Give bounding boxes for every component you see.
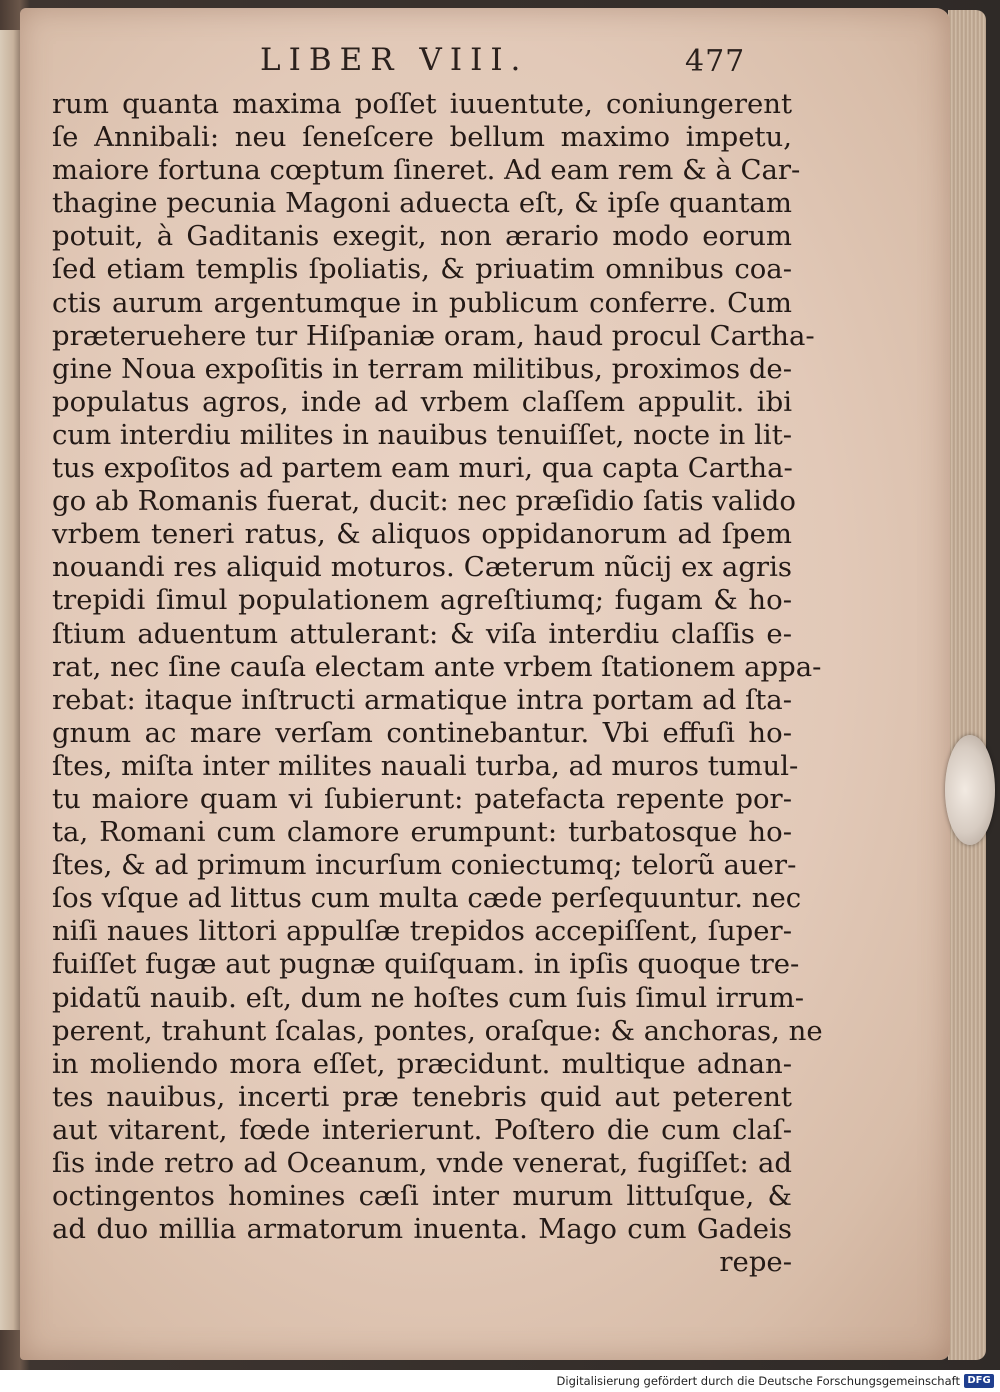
text-line: rat, nec ſine cauſa electam ante vrbem ſtationem appa- — [52, 650, 822, 683]
text-line: gine Noua expoſitis in terram militibus, proximos de- — [52, 352, 792, 385]
text-line: potuit, à Gaditanis exegit, non ærario modo eorum — [52, 220, 792, 253]
text-line: ſed etiam templis ſpoliatis, & priuatim omnibus coa- — [52, 253, 792, 286]
text-line: ſtium aduentum attulerant: & viſa interdiu claſſis e- — [52, 617, 792, 650]
page-stack-edges — [948, 10, 986, 1360]
text-line: tus expoſitos ad partem eam muri, qua capta Cartha- — [52, 452, 793, 485]
text-line: ſe Annibali: neu ſeneſcere bellum maximo impetu, — [52, 121, 792, 154]
funding-credit: Digitalisierung gefördert durch die Deutsche Forschungsgemeinschaft — [556, 1374, 960, 1388]
page-header — [0, 42, 1000, 82]
text-line: go ab Romanis fuerat, ducit: nec præſidio ſatis valido — [52, 485, 796, 518]
text-line: rebat: itaque inſtructi armatique intra portam ad ſta- — [52, 683, 792, 716]
text-line: gnum ac mare verſam continebantur. Vbi effuſi ho- — [52, 716, 792, 749]
text-line: trepidi ſimul populationem agreſtiumq; fugam & ho- — [52, 584, 792, 617]
body-text — [52, 88, 823, 1279]
page-number: 477 — [685, 44, 746, 79]
text-line: ctis aurum argentumque in publicum conferre. Cum — [52, 286, 792, 319]
facing-page-edge — [0, 30, 22, 1330]
text-line: in moliendo mora eſſet, præcidunt. multique adnan- — [52, 1047, 792, 1080]
text-line: ta, Romani cum clamore erumpunt: turbatosque ho- — [52, 816, 792, 849]
dfg-logo-icon: DFG — [964, 1374, 994, 1388]
text-line: thagine pecunia Magoni aduecta eſt, & ipſe quantam — [52, 187, 792, 220]
text-line: vrbem teneri ratus, & aliquos oppidanorum ad ſpem — [52, 518, 792, 551]
text-line: nouandi res aliquid moturos. Cæterum nũcij ex agris — [52, 551, 792, 584]
text-line: aut vitarent, fœde interierunt. Poſtero die cum claſ- — [52, 1113, 792, 1146]
text-line: perent, trahunt ſcalas, pontes, oraſque: & anchoras, ne — [52, 1014, 823, 1047]
text-line: niſi naues littori appulſæ trepidos accepiſſent, ſuper- — [52, 915, 792, 948]
text-line: octingentos homines cæſi inter murum littuſque, & — [52, 1180, 792, 1213]
text-line: ſos vſque ad littus cum multa cæde perſequuntur. nec — [52, 882, 802, 915]
text-line: pidatũ nauib. eſt, dum ne hoſtes cum ſuis ſimul irrum- — [52, 981, 805, 1014]
catchword: repe- — [719, 1246, 792, 1279]
book-clasp — [945, 735, 995, 845]
text-line: ſis inde retro ad Oceanum, vnde venerat, fugiſſet: ad — [52, 1147, 792, 1179]
text-line: cum interdiu milites in nauibus tenuiſſet, nocte in lit- — [52, 418, 793, 451]
text-line: tu maiore quam vi ſubierunt: patefacta repente por- — [52, 782, 792, 815]
running-title: LIBER VIII. — [260, 42, 529, 78]
text-line: maiore fortuna cœptum ſineret. Ad eam rem & à Car- — [52, 154, 801, 187]
text-line: populatus agros, inde ad vrbem claſſem appulit. ibi — [52, 385, 792, 418]
text-line: fuiſſet fugæ aut pugnæ quiſquam. in ipſis quoque tre- — [52, 948, 800, 981]
text-line: tes nauibus, incerti præ tenebris quid aut peterent — [52, 1080, 792, 1113]
text-line: rum quanta maxima poſſet iuuentute, coniungerent — [52, 88, 792, 120]
text-line: ad duo millia armatorum inuenta. Mago cum Gadeis — [52, 1213, 792, 1246]
text-line: ſtes, miſta inter milites nauali turba, ad muros tumul- — [52, 749, 799, 782]
text-line: ſtes, & ad primum incurſum coniectumq; telorũ auer- — [52, 849, 797, 882]
text-line: præteruehere tur Hiſpaniæ oram, haud procul Cartha- — [52, 319, 815, 352]
digitization-footer — [0, 1370, 1000, 1392]
